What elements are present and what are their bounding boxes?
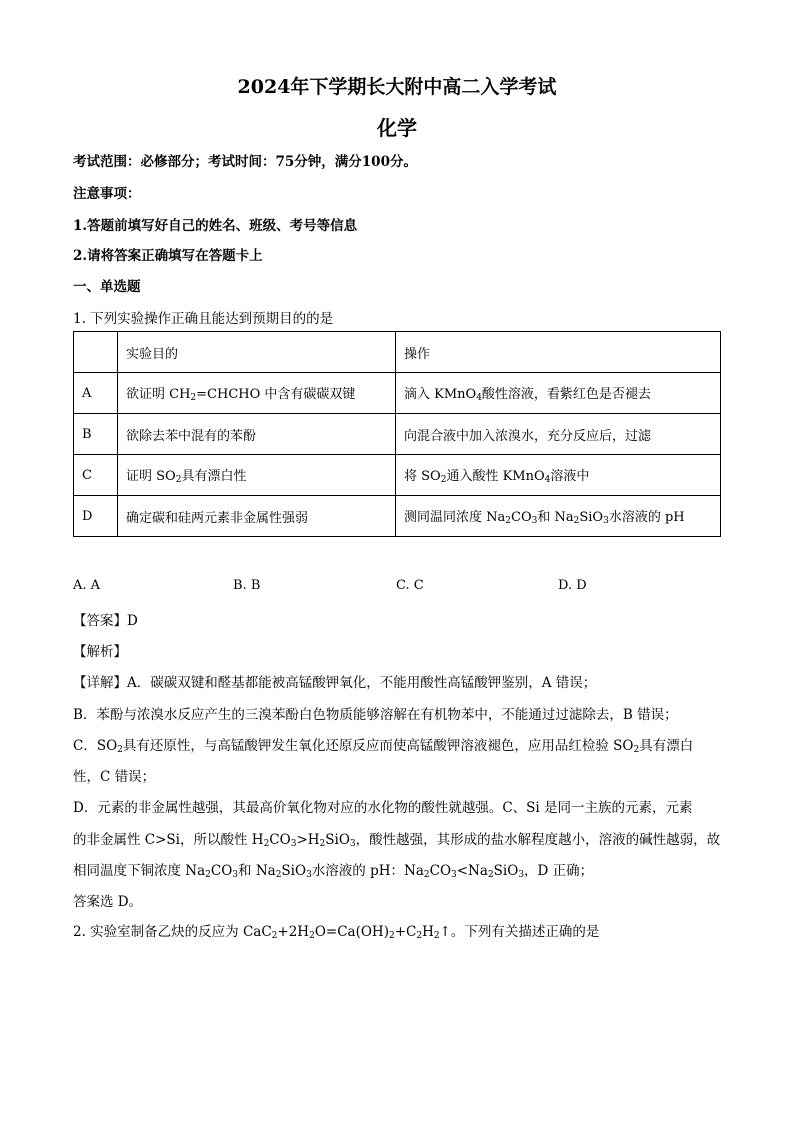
row-operation: 向混合液中加入浓溴水，充分反应后，过滤 [396,414,721,455]
row-purpose: 证明 $SO_2$具有漂白性 [118,455,396,496]
table-header-cell: 操作 [396,332,721,373]
analysis-title: 【解析】 [73,644,127,660]
exam-title: 2024年下学期长大附中高二入学考试 [237,76,557,98]
answer: 【答案】D [73,613,138,629]
row-purpose: 欲证明 $CH_2=CHCHO$ 中含有碳碳双键 [118,373,396,414]
detail-line-8: 答案选 D。 [73,894,143,910]
table-row [74,414,721,455]
table-row [74,496,721,537]
row-label: D [74,496,118,537]
row-operation: 测同温同浓度 $Na_2CO_3$和 $Na_2SiO_3$水溶液的 pH [396,496,721,537]
exam-scope: 考试范围：必修部分；考试时间：75分钟，满分100分。 [73,154,417,170]
option-c: C. C [396,578,424,593]
table-row [74,455,721,496]
option-a: A. A [73,578,101,593]
option-b: B. B [233,578,261,593]
row-label: A [74,373,118,414]
row-operation: 滴入 KMnO$_4$酸性溶液，看紫红色是否褪去 [396,373,721,414]
option-d: D. D [558,578,587,593]
detail-line-3: C．$SO_2$具有还原性，与高锰酸钾发生氧化还原反应而使高锰酸钾溶液褪色，应用品红检验 $SO_2$具有漂白 [73,738,694,755]
detail-line-5: D．元素的非金属性越强，其最高价氧化物对应的水化物的酸性就越强。C、Si 是同一主族的元素，元素 [73,800,693,816]
section-title: 一、单选题 [73,279,141,295]
question-1-stem: 1. 下列实验操作正确且能达到预期目的的是 [73,311,334,327]
question-1-table [73,331,721,537]
row-purpose: 确定碳和硅两元素非金属性强弱 [118,496,396,537]
row-operation: 将 $SO_2$通入酸性 KMnO$_4$溶液中 [396,455,721,496]
table-row [74,373,721,414]
caution-title: 注意事项： [73,186,141,202]
detail-line-6: 的非金属性 C>Si，所以酸性 $H_2CO_3>H_2SiO_3$，酸性越强，其形成的盐水解程度越小，溶液的碱性越弱，故 [73,832,721,849]
table-header-cell [74,332,118,373]
row-label: C [74,455,118,496]
question-1-options [73,578,721,598]
detail-line-4: 性，C 错误； [73,769,156,785]
table-header-cell: 实验目的 [118,332,396,373]
caution-item-2: 2.请将答案正确填写在答题卡上 [73,248,263,264]
row-label: B [74,414,118,455]
caution-item-1: 1.答题前填写好自己的姓名、班级、考号等信息 [73,218,358,234]
detail-line-7: 相同温度下铜浓度 $Na_2CO_3$和 $Na_2SiO_3$水溶液的 pH：$Na_2CO_3<Na_2SiO_3$，D 正确； [73,863,594,880]
question-2-stem: 2. 实验室制备乙炔的反应为 $CaC_2+2H_2O=Ca(OH)_2+C_2H_2↑$。下列有关描述正确的是 [73,924,600,941]
detail-line-2: B．苯酚与浓溴水反应产生的三溴苯酚白色物质能够溶解在有机物苯中，不能通过过滤除去，B 错误； [73,707,678,723]
detail-line-1: 【详解】A．碳碳双键和醛基都能被高锰酸钾氧化，不能用酸性高锰酸钾鉴别，A 错误； [73,675,597,691]
row-purpose: 欲除去苯中混有的苯酚 [118,414,396,455]
subject-title: 化学 [377,116,417,140]
table-header-row [74,332,721,373]
